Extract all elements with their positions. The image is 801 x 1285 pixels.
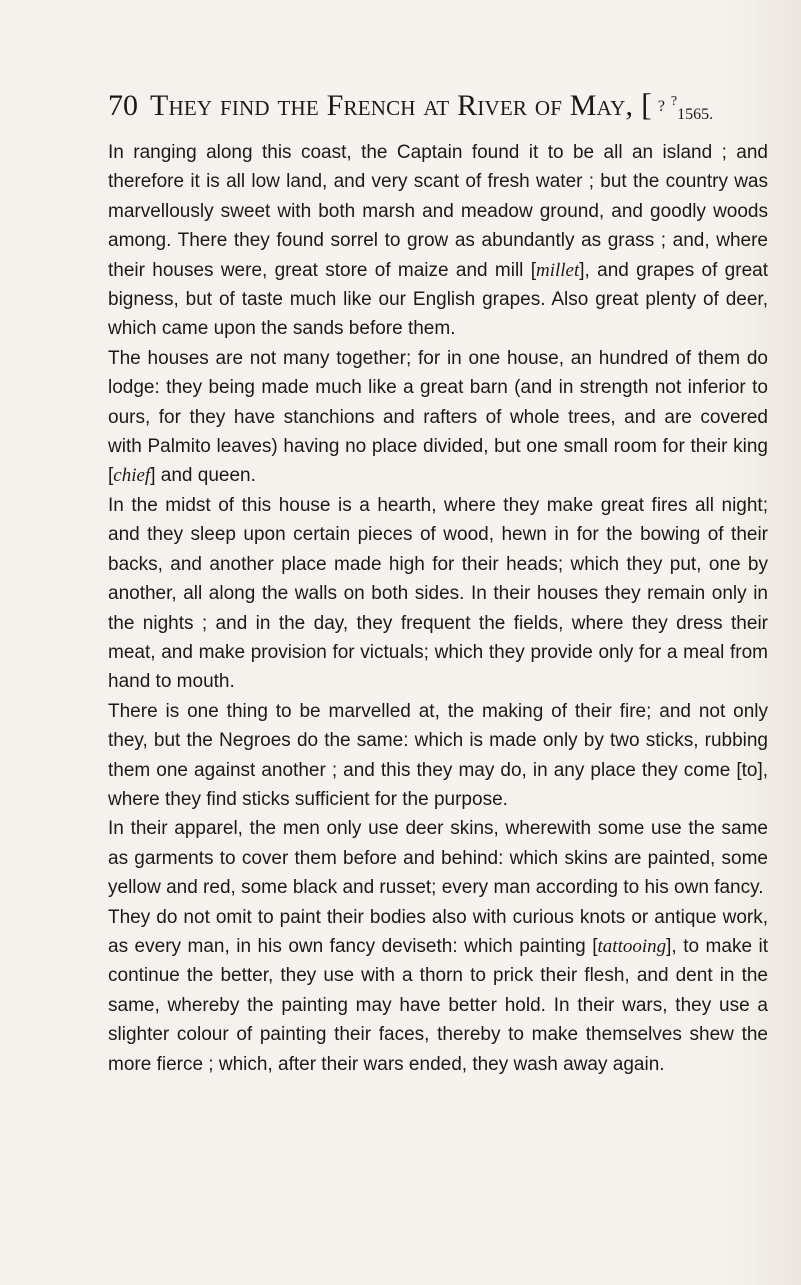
running-head-year-mark: ?: [670, 94, 678, 109]
paragraph: In their apparel, the men only use deer skins, wherewith some use the same as garments to cover them before and behind: which skins are painted, some yellow and red, some black and russet; every man according to his own fancy.: [108, 818, 768, 899]
running-head-bracket: [: [641, 86, 652, 122]
paragraph: The houses are not many together; for in one house, an hundred of them do lodge: they being made much like a great barn (and in strength not inferior to ours, for they have stanchions and rafters of whole trees, and are covered with Palmito leaves) having no place divided, but one small room for their king [chief] and queen.: [108, 347, 768, 487]
running-head-title: They find the French at River of May,: [150, 89, 634, 122]
running-head-year: 1565.: [677, 106, 714, 123]
italic-gloss: chief: [113, 465, 151, 487]
paragraph: There is one thing to be marvelled at, the making of their fire; and not only they, but the Negroes do the same: which is made only by two sticks, rubbing them one against another ; and this they may do, in any place they come [to], where they find sticks sufficient for the purpose.: [108, 700, 768, 810]
running-head-mark: ?: [657, 98, 665, 115]
running-head: [108, 84, 768, 124]
paragraph: They do not omit to paint their bodies also with curious knots or antique work, as every man, in his own fancy deviseth: which painting [tattooing], to make it continue the better, they use with a thorn to prick their flesh, and dent in the same, whereby the painting may have better hold. In their wars, they use a slighter colour of painting their faces, thereby to make themselves shew the more fierce ; which, after their wars ended, they wash away again.: [108, 906, 769, 1075]
body-text: [108, 138, 768, 1079]
paragraph: In ranging along this coast, the Captain found it to be all an island ; and therefore it is all low land, and very scant of fresh water ; but the country was marvellously sweet with both marsh and meadow ground, and goodly woods among. There they found sorrel to grow as abundantly as grass ; and, where their houses were, great store of maize and mill [millet], and grapes of great bigness, but of taste much like our English grapes. Also great plenty of deer, which came upon the sands before them.: [108, 142, 768, 340]
italic-gloss: millet: [535, 259, 580, 281]
paragraph: In the midst of this house is a hearth, where they make great fires all night; and they sleep upon certain pieces of wood, hewn in for the bowing of their backs, and another place made high for their heads; which they put, one by another, all along the walls on both sides. In their houses they remain only in the nights ; and in the day, they frequent the fields, where they dress their meat, and make provision for victuals; which they provide only for a meal from hand to mouth.: [108, 494, 768, 693]
italic-gloss: tattooing: [597, 935, 667, 957]
page-number: 70: [108, 89, 138, 122]
